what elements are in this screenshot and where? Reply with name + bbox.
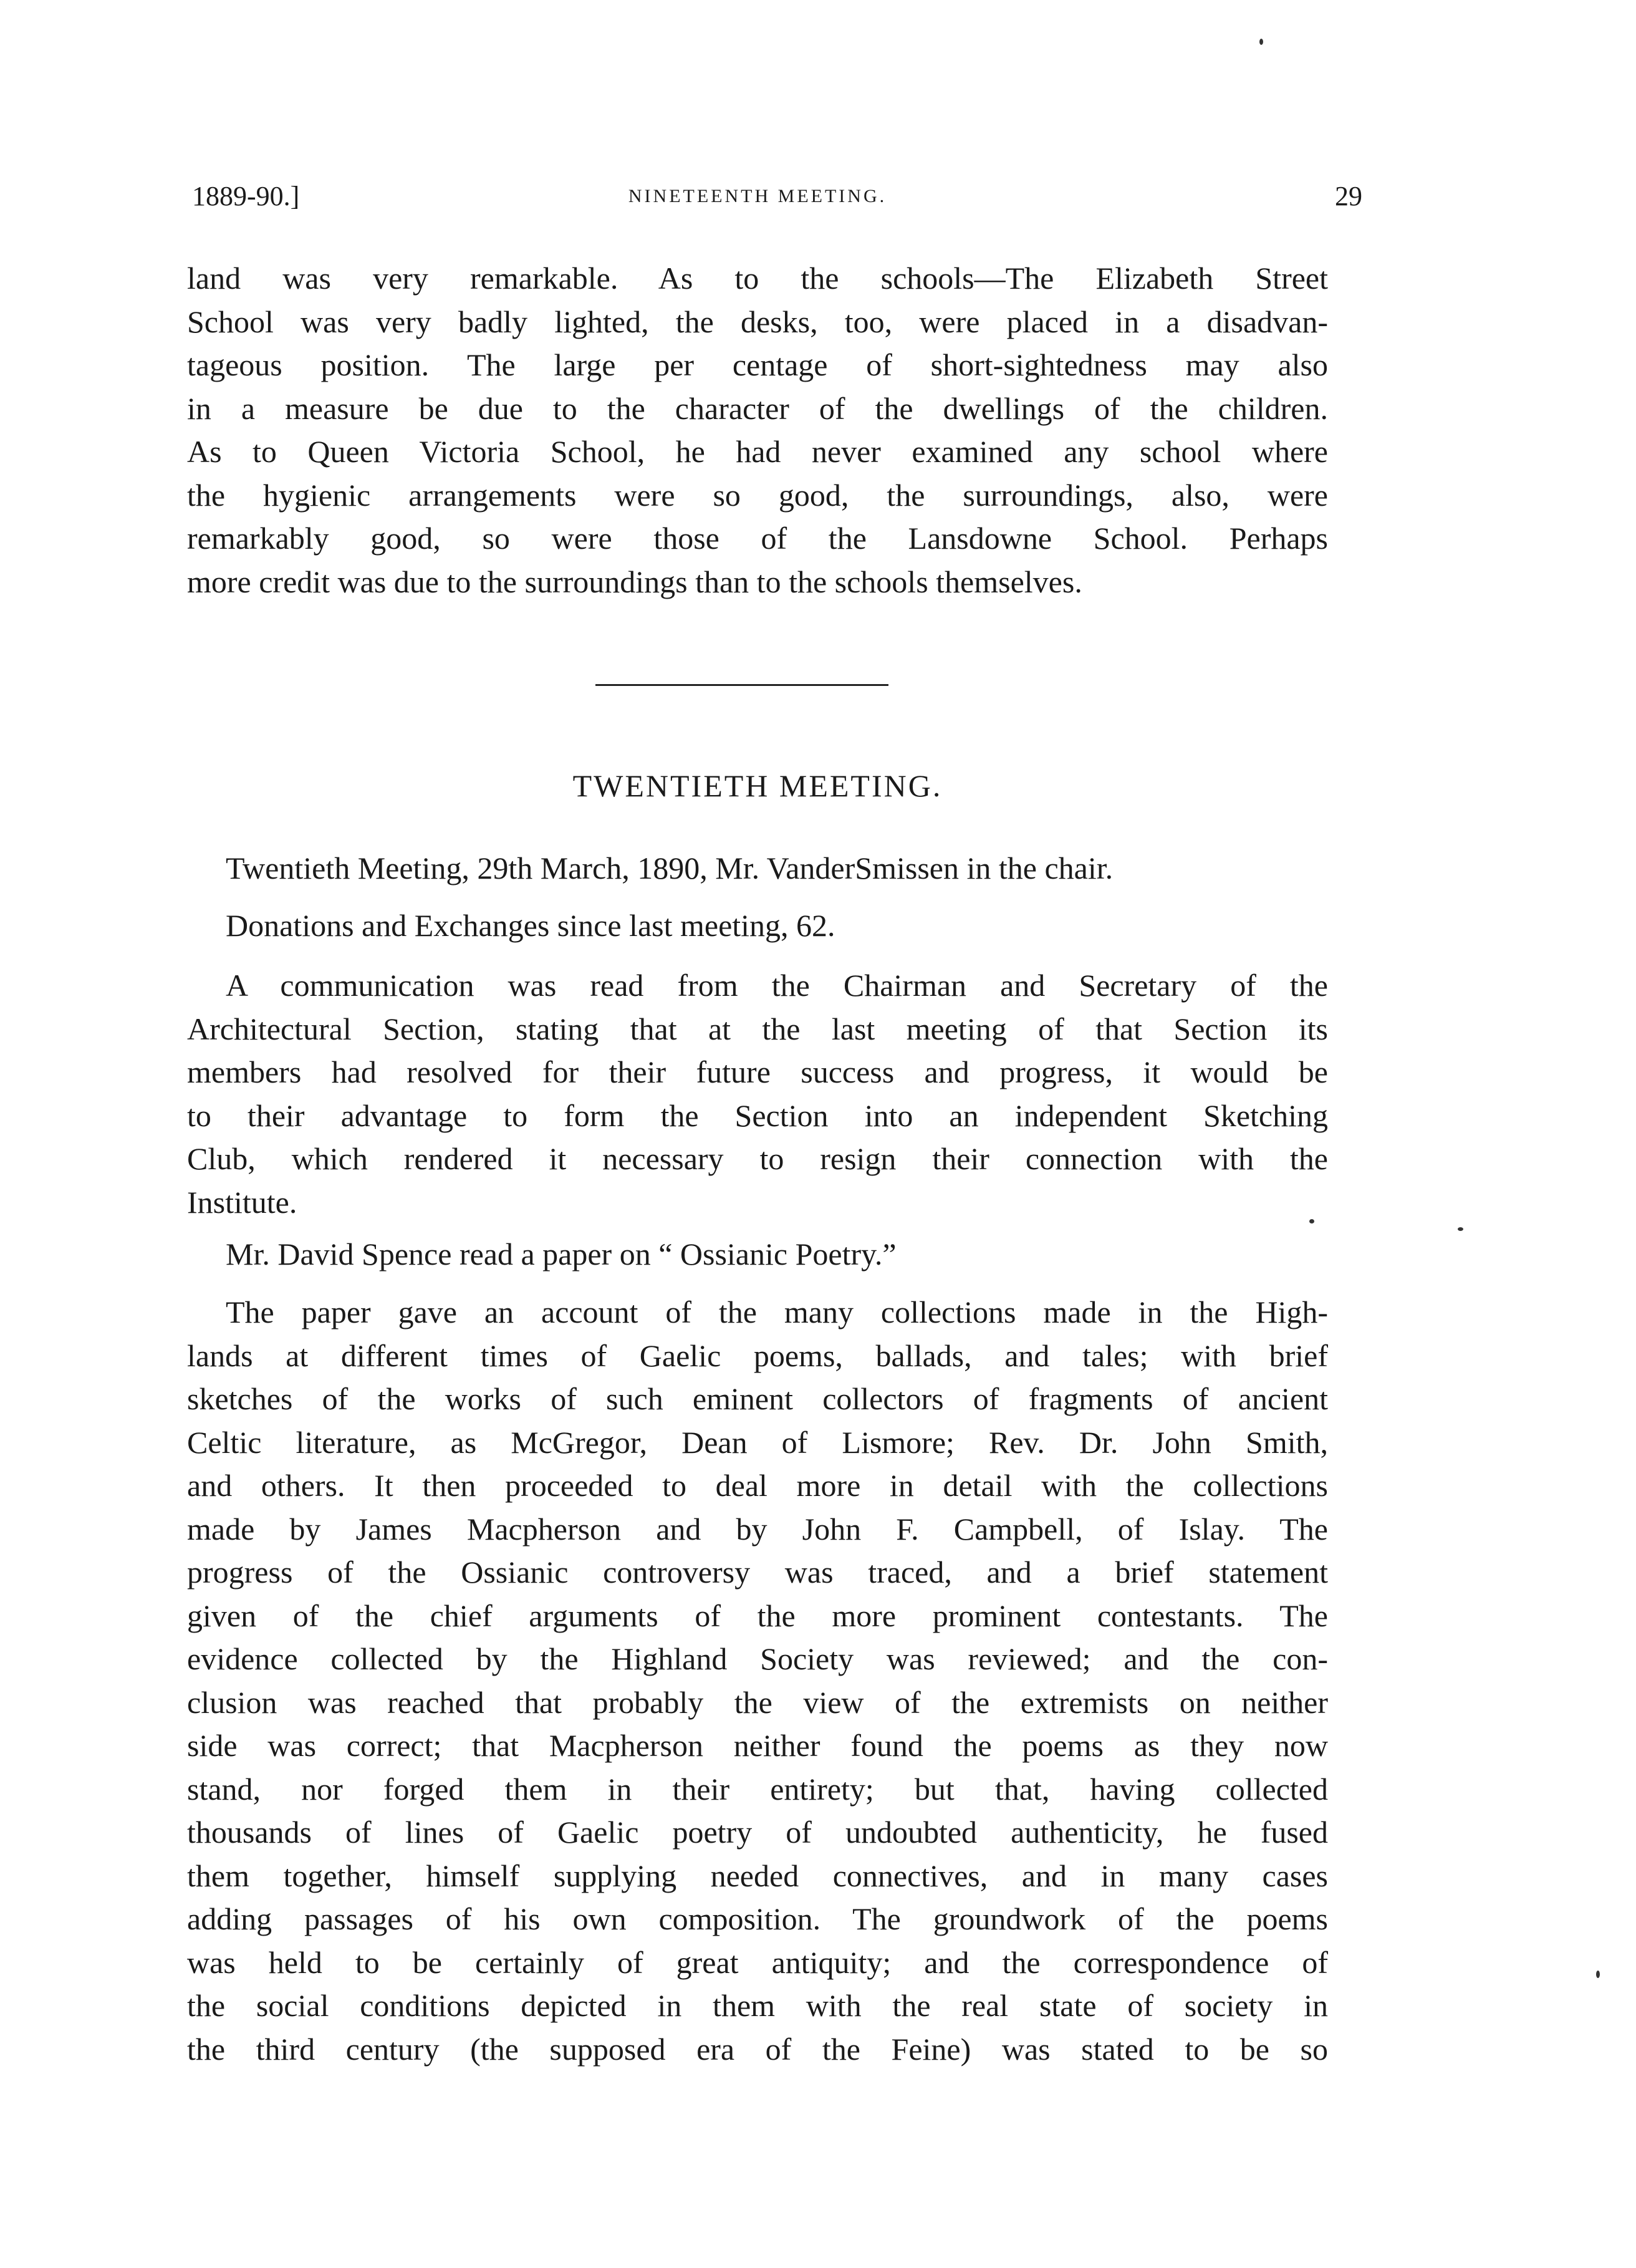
section-heading: TWENTIETH MEETING. [572,768,943,803]
text-line: The paper gave an account of the many collections made in the High- [226,1295,1328,1329]
text-line: Mr. David Spence read a paper on “ Ossianic Poetry.” [226,1237,897,1272]
text-line: the social conditions depicted in them with the real state of society in [187,1988,1328,2023]
text-line: As to Queen Victoria School, he had never examined any school where [187,434,1328,469]
text-line: Donations and Exchanges since last meeting, 62. [226,908,835,943]
text-line: to their advantage to form the Section into an independent Sketching [187,1098,1328,1133]
scan-speck [1309,1219,1314,1223]
communication-paragraph [187,964,1328,1224]
text-line: made by James Macpherson and by John F. Campbell, of Islay. The [187,1511,1328,1547]
text-line: Architectural Section, stating that at the last meeting of that Section its [187,1011,1328,1046]
meeting-date-paragraph [187,847,1328,890]
page-number: 29 [1335,181,1362,211]
text-line: Celtic literature, as McGregor, Dean of Lismore; Rev. Dr. John Smith, [187,1424,1328,1460]
scan-speck [1259,39,1263,45]
text-line: clusion was reached that probably the view of the extremists on neither [187,1684,1328,1720]
donations-paragraph [187,904,1328,948]
text-line: adding passages of his own composition. The groundwork of the poems [187,1901,1328,1936]
text-line: sketches of the works of such eminent collectors of fragments of ancient [187,1381,1328,1416]
header-year-range: 1889-90.] [192,181,300,211]
text-line: the hygienic arrangements were so good, the surroundings, also, were [187,477,1328,513]
paper-summary-paragraph [187,1291,1328,2071]
text-line: tageous position. The large per centage of short-sightedness may also [187,347,1328,382]
text-line: Institute. [187,1184,297,1220]
scan-speck [1596,1971,1600,1978]
text-line: given of the chief arguments of the more prominent contestants. The [187,1598,1328,1633]
paper-reading-paragraph [187,1233,1328,1276]
text-line: A communication was read from the Chairman and Secretary of the [226,968,1328,1003]
text-line: land was very remarkable. As to the schools—The Elizabeth Street [187,261,1328,296]
text-line: the third century (the supposed era of the Feine) was stated to be so [187,2031,1328,2067]
text-line: Club, which rendered it necessary to resign their connection with the [187,1141,1328,1176]
continuation-paragraph [187,257,1328,604]
text-line: lands at different times of Gaelic poems, ballads, and tales; with brief [187,1338,1328,1373]
section-divider-rule [595,684,888,686]
text-line: School was very badly lighted, the desks, too, were placed in a disadvan- [187,304,1328,339]
header-chapter-title: NINETEENTH MEETING. [628,186,887,206]
text-line: thousands of lines of Gaelic poetry of undoubted authenticity, he fused [187,1815,1328,1850]
text-line: evidence collected by the Highland Society was reviewed; and the con- [187,1641,1328,1676]
text-line: more credit was due to the surroundings than to the schools themselves. [187,564,1082,599]
text-line: remarkably good, so were those of the Lansdowne School. Perhaps [187,521,1328,556]
text-line: in a measure be due to the character of the dwellings of the children. [187,390,1328,426]
text-line: them together, himself supplying needed connectives, and in many cases [187,1858,1328,1893]
text-line: members had resolved for their future success and progress, it would be [187,1054,1328,1089]
text-line: Twentieth Meeting, 29th March, 1890, Mr. VanderSmissen in the chair. [226,851,1114,885]
text-line: stand, nor forged them in their entirety; but that, having collected [187,1771,1328,1807]
text-line: progress of the Ossianic controversy was traced, and a brief statement [187,1555,1328,1590]
text-line: and others. It then proceeded to deal more in detail with the collections [187,1468,1328,1503]
text-line: was held to be certainly of great antiquity; and the correspondence of [187,1944,1328,1980]
text-line: side was correct; that Macpherson neither found the poems as they now [187,1728,1328,1763]
running-head [187,178,1362,215]
book-page [187,0,1362,2268]
scan-speck [1458,1227,1463,1231]
